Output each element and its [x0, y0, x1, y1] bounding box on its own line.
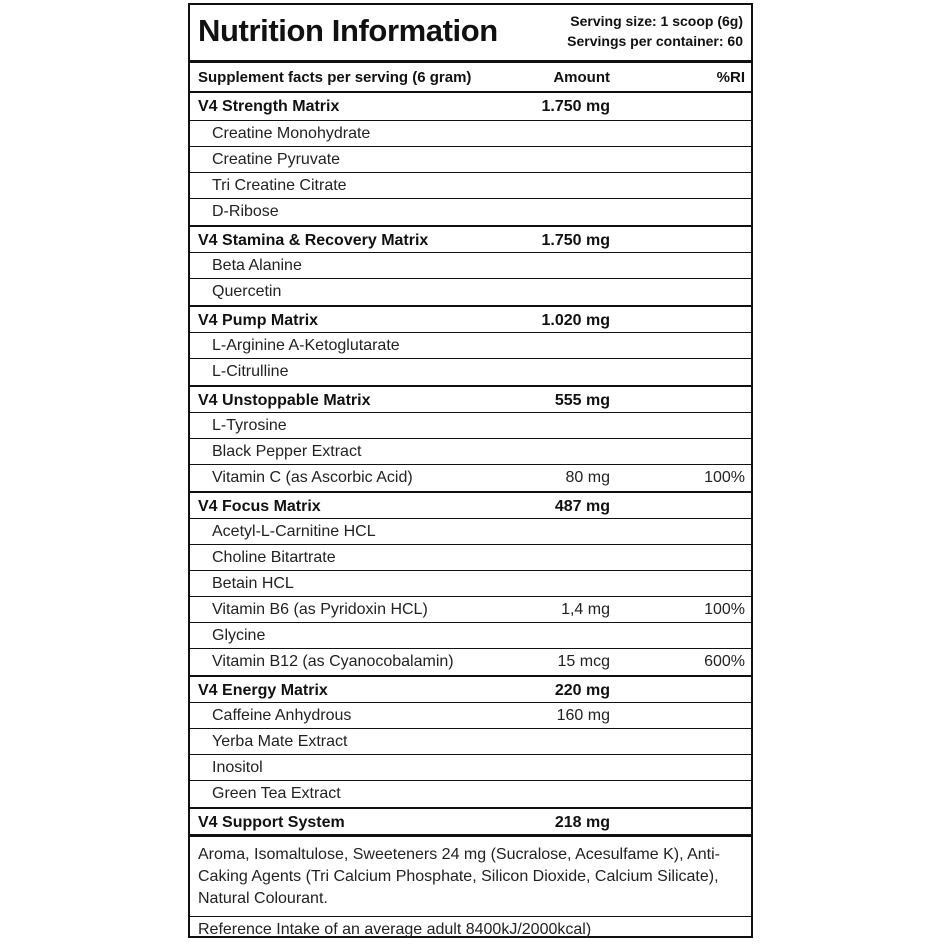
ingredient-row — [190, 147, 751, 173]
ingredient-name: D-Ribose — [212, 203, 279, 220]
ingredient-row — [190, 597, 751, 623]
ingredient-name: Inositol — [212, 759, 263, 776]
ingredient-row — [190, 333, 751, 359]
serving-info — [567, 11, 743, 51]
column-amount: Amount — [553, 69, 610, 86]
ingredient-row — [190, 253, 751, 279]
panel-title: Nutrition Information — [198, 13, 498, 48]
ingredient-name: Choline Bitartrate — [212, 549, 336, 566]
group-row — [190, 675, 751, 703]
ingredient-row — [190, 279, 751, 305]
group-name: V4 Pump Matrix — [198, 312, 319, 329]
ingredient-name: Yerba Mate Extract — [212, 733, 348, 750]
ingredient-ri: 100% — [704, 601, 745, 618]
column-name: Supplement facts per serving (6 gram) — [198, 69, 472, 86]
ingredient-amount: 15 mcg — [557, 653, 610, 670]
ingredient-name: Quercetin — [212, 283, 282, 300]
group-row — [190, 93, 751, 121]
facts-table — [190, 93, 751, 835]
ingredient-row — [190, 121, 751, 147]
ingredient-row — [190, 571, 751, 597]
ingredient-name: Vitamin C (as Ascorbic Acid) — [212, 469, 413, 486]
ingredient-row — [190, 649, 751, 675]
ingredient-row — [190, 465, 751, 491]
ingredient-row — [190, 781, 751, 807]
column-header — [190, 63, 751, 93]
ingredient-name: Caffeine Anhydrous — [212, 707, 352, 724]
group-name: V4 Stamina & Recovery Matrix — [198, 232, 429, 249]
ingredient-row — [190, 199, 751, 225]
ingredient-row — [190, 519, 751, 545]
group-amount: 1.020 mg — [541, 312, 610, 329]
group-amount: 555 mg — [554, 392, 610, 409]
ingredient-row — [190, 755, 751, 781]
group-row — [190, 225, 751, 253]
ingredient-amount: 160 mg — [556, 707, 610, 724]
group-amount: 220 mg — [554, 682, 610, 699]
serving-size: Serving size: 1 scoop (6g) — [570, 13, 743, 29]
group-name: V4 Support System — [198, 814, 345, 831]
ingredient-row — [190, 439, 751, 465]
ingredient-name: L-Arginine A-Ketoglutarate — [212, 337, 400, 354]
ingredient-row — [190, 623, 751, 649]
group-name: V4 Unstoppable Matrix — [198, 392, 371, 409]
ingredient-name: Beta Alanine — [212, 257, 302, 274]
column-ri: %RI — [716, 69, 745, 86]
ingredient-name: Betain HCL — [212, 575, 294, 592]
group-row — [190, 491, 751, 519]
group-name: V4 Strength Matrix — [198, 98, 340, 115]
ingredient-name: Acetyl-L-Carnitine HCL — [212, 523, 376, 540]
ingredient-name: Creatine Pyruvate — [212, 151, 341, 168]
ingredient-name: Green Tea Extract — [212, 785, 341, 802]
ingredient-row — [190, 729, 751, 755]
group-amount: 487 mg — [554, 498, 610, 515]
group-name: V4 Energy Matrix — [198, 682, 328, 699]
group-row — [190, 385, 751, 413]
group-name: V4 Focus Matrix — [198, 498, 321, 515]
ingredient-row — [190, 359, 751, 385]
panel-header — [190, 5, 751, 63]
ingredient-ri: 100% — [704, 469, 745, 486]
ingredient-name: L-Tyrosine — [212, 417, 287, 434]
ingredient-row — [190, 703, 751, 729]
ingredient-name: Creatine Monohydrate — [212, 125, 371, 142]
ingredient-name: L-Citrulline — [212, 363, 289, 380]
ingredient-row — [190, 173, 751, 199]
ingredient-amount: 1,4 mg — [561, 601, 610, 618]
group-row — [190, 807, 751, 835]
other-ingredients: Aroma, Isomaltulose, Sweeteners 24 mg (Sucralose, Acesulfame K), Anti-Caking Agents (Tri Calcium Phosphate, Silicon Dioxide, Calcium Silicate), Natural Colourant. — [190, 835, 751, 917]
group-amount: 218 mg — [554, 814, 610, 831]
reference-note: Reference Intake of an average adult 8400kJ/2000kcal) — [198, 921, 592, 938]
group-row — [190, 305, 751, 333]
nutrition-panel — [188, 3, 753, 938]
ingredient-ri: 600% — [704, 653, 745, 670]
ingredient-row — [190, 545, 751, 571]
group-amount: 1.750 mg — [541, 98, 610, 115]
group-amount: 1.750 mg — [541, 232, 610, 249]
ingredient-name: Black Pepper Extract — [212, 443, 362, 460]
ingredient-amount: 80 mg — [565, 469, 610, 486]
ingredient-name: Glycine — [212, 627, 266, 644]
servings-per-container: Servings per container: 60 — [567, 33, 743, 49]
ingredient-name: Tri Creatine Citrate — [212, 177, 347, 194]
ingredient-name: Vitamin B6 (as Pyridoxin HCL) — [212, 601, 428, 618]
ingredient-name: Vitamin B12 (as Cyanocobalamin) — [212, 653, 454, 670]
ingredient-row — [190, 413, 751, 439]
